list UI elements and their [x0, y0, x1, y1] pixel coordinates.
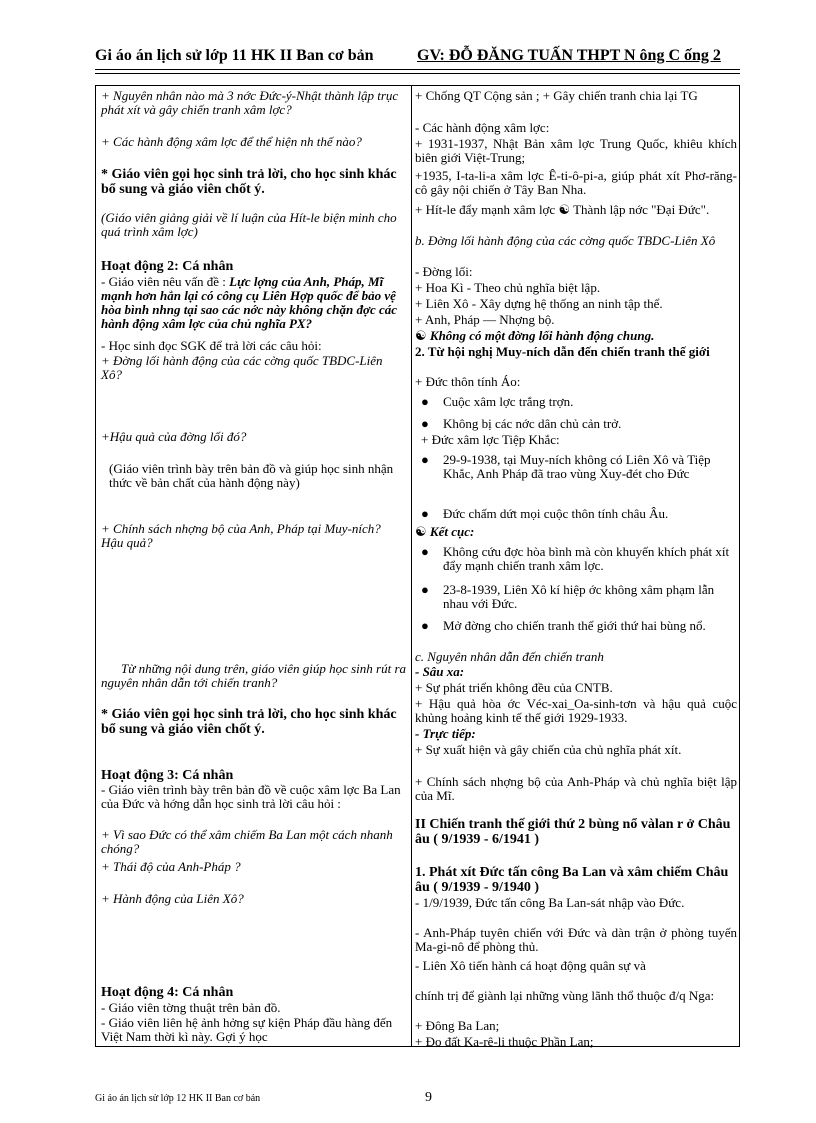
activity-3-question-1: + Vì sao Đức có thể xâm chiếm Ba Lan một cách nhanh chóng?: [101, 827, 393, 856]
question-2: + Các hành động xâm lợc để thể hiện nh thế nào?: [101, 134, 362, 149]
activity-3-question-2: + Thái độ của Anh-Pháp ?: [101, 859, 241, 874]
activity-2-question-2: +Hậu quả của đờng lối đó?: [101, 429, 247, 444]
activity-2-question-3: + Chính sách nhợng bộ của Anh, Pháp tại Muy-ních? Hậu quả?: [101, 521, 381, 550]
section-b-heading: b. Đờng lối hành động của các cờng quốc TBDC-Liên Xô: [415, 233, 716, 248]
section-2-heading: 2. Từ hội nghị Muy-ních dẫn đến chiến tranh thế giới: [415, 344, 710, 359]
content-line: + Đông Ba Lan;: [415, 1018, 500, 1033]
bullet-item: ● Không cứu đợc hòa bình mà còn khuyến khích phát xít đẩy mạnh chiến tranh xâm lợc.: [421, 544, 730, 573]
summary-question: Từ những nội dung trên, giáo viên giúp học sinh rút ra nguyên nhân dẫn tới chiến tranh?: [101, 661, 407, 690]
bullet-icon: ●: [421, 394, 429, 409]
bullet-icon: ●: [421, 416, 429, 431]
header-right: GV: ĐỖ ĐĂNG TUẤN THPT N ông C ống 2: [417, 47, 721, 64]
yin-yang-icon: ☯: [415, 525, 427, 540]
content-line: - Đờng lối:: [415, 264, 473, 279]
page-number: 9: [425, 1090, 432, 1105]
content-line: chính trị để giành lại những vùng lãnh thổ thuộc đ/q Nga:: [415, 988, 715, 1003]
activity-4-line-1: - Giáo viên tờng thuật trên bản đồ.: [101, 1000, 281, 1015]
activity-2-question-1: + Đờng lối hành động của các cờng quốc TBDC-Liên Xô?: [101, 353, 383, 382]
section-c-heading: c. Nguyên nhân dẫn đến chiến tranh: [415, 649, 604, 664]
teacher-note-1: (Giáo viên giảng giải về lí luận của Hít-le biện minh cho quá trình xâm lợc): [101, 210, 397, 239]
content-line: + Đo đất Ka-rê-li thuộc Phần Lan;: [415, 1034, 594, 1049]
header-left: Gi áo án lịch sử lớp 11 HK II Ban cơ bản: [95, 47, 374, 64]
content-line: + Liên Xô - Xây dựng hệ thống an ninh tập thể.: [415, 296, 663, 311]
activity-2-note: (Giáo viên trình bày trên bản đồ và giúp học sinh nhận thức về bản chất của hành động này): [109, 461, 394, 490]
content-line: + Hậu quả hòa ớc Véc-xai_Oa-sinh-tơn và hậu quả cuộc khủng hoảng kinh tế thế giới 1929-1933.: [415, 696, 737, 725]
content-line: + Anh, Pháp — Nhợng bộ.: [415, 312, 555, 327]
question-1: + Nguyên nhân nào mà 3 nớc Đức-ý-Nhật thành lập trục phát xít và gây chiến tranh xâm lợc?: [101, 88, 399, 117]
content-line: - Liên Xô tiến hành cá hoạt động quân sự và: [415, 958, 646, 973]
section-1-heading: 1. Phát xít Đức tấn công Ba Lan và xâm chiếm Châu âu ( 9/1939 - 9/1940 ): [415, 865, 729, 895]
activity-2-read: - Học sinh đọc SGK để trả lời các câu hỏi:: [101, 338, 322, 353]
content-line: - 1/9/1939, Đức tấn công Ba Lan-sát nhập vào Đức.: [415, 895, 685, 910]
bullet-item: ● 23-8-1939, Liên Xô kí hiệp ớc không xâm phạm lẫn nhau với Đức.: [421, 582, 715, 611]
bullet-item: ● Cuộc xâm lợc trắng trợn.: [421, 394, 574, 409]
bullet-item: ● Đức chấm dứt mọi cuộc thôn tính châu Âu.: [421, 506, 669, 521]
header-rule-2: [95, 73, 740, 74]
page-footer: Gi áo án lịch sử lớp 12 HK II Ban cơ bản: [95, 1093, 261, 1104]
bullet-item: ● Mở đờng cho chiến tranh thế giới thứ hai bùng nổ.: [421, 618, 706, 633]
deep-cause-heading: - Sâu xa:: [415, 664, 465, 679]
yin-yang-icon: ☯: [415, 329, 427, 344]
bullet-icon: ●: [421, 506, 429, 521]
content-line: + Sự phát triển không đều của CNTB.: [415, 680, 613, 695]
bullet-icon: ●: [421, 544, 429, 559]
activity-3-intro: - Giáo viên trình bày trên bản đồ về cuộc xâm lợc Ba Lan của Đức và hớng dẫn học sinh trả lời câu hỏi :: [101, 782, 401, 811]
bullet-icon: ●: [421, 582, 429, 597]
activity-2-question: [101, 275, 406, 331]
column-divider: [411, 85, 412, 1047]
content-line: + Chống QT Cộng sản ; + Gây chiến tranh chia lại TG: [415, 88, 698, 103]
activity-4-line-2: - Giáo viên liên hệ ảnh hởng sự kiện Pháp đầu hàng đến Việt Nam thời kì này. Gợi ý học: [101, 1015, 393, 1044]
content-line: + Hoa Kì - Theo chủ nghĩa biệt lập.: [415, 280, 601, 295]
activity-3-question-3: + Hành động của Liên Xô?: [101, 891, 244, 906]
bullet-icon: ●: [421, 452, 429, 467]
chapter-ii-heading: II Chiến tranh thế giới thứ 2 bùng nổ vàlan r ở Châu âu ( 9/1939 - 6/1941 ): [415, 817, 731, 847]
activity-2-title: Hoạt động 2: Cá nhân: [101, 259, 234, 274]
outcome-text: Kết cục:: [429, 524, 475, 539]
content-line: + Đức thôn tính Áo:: [415, 374, 521, 389]
bullet-icon: ●: [421, 618, 429, 633]
content-line: + Sự xuất hiện và gây chiến của chủ nghĩa phát xít.: [415, 742, 682, 757]
conclusion-text: Không có một đờng lối hành động chung.: [429, 328, 655, 343]
bullet-item: ● 29-9-1938, tại Muy-ních không có Liên Xô và Tiệp Khắc, Anh Pháp đã trao vùng Xuy-đét cho Đức: [421, 452, 711, 481]
content-line: +1935, I-ta-li-a xâm lợc Ê-ti-ô-pi-a, giúp phát xít Phơ-răng-cô gây nội chiến ở Tây Ban Nha.: [415, 168, 737, 197]
outcome-heading: [415, 525, 737, 540]
conclusion-line: [415, 329, 737, 344]
activity-3-title: Hoạt động 3: Cá nhân: [101, 768, 234, 783]
bullet-item: ● Không bị các nớc dân chủ cản trở.: [421, 416, 622, 431]
content-line: + Hít-le đẩy mạnh xâm lợc ☯ Thành lập nớc "Đại Đức".: [415, 202, 710, 217]
direct-cause-heading: - Trực tiếp:: [415, 726, 476, 741]
activity-2-intro: - Giáo viên nêu vấn đề :: [101, 274, 226, 289]
header-rule: [95, 69, 740, 70]
content-line: + 1931-1937, Nhật Bản xâm lợc Trung Quốc, khiêu khích biên giới Việt-Trung;: [415, 136, 737, 165]
activity-2-problem: Lực lợng của Anh, Pháp, Mĩ mạnh hơn hẳn lại có công cụ Liên Hợp quốc để bảo vệ hòa bình nhng tại sao các nớc này không chặn đợc các hành động xâm lợc của chủ nghĩa PX?: [101, 274, 398, 331]
activity-4-title: Hoạt động 4: Cá nhân: [101, 985, 234, 1000]
content-line: + Đức xâm lợc Tiệp Khắc:: [421, 432, 560, 447]
call-students-1: * Giáo viên gọi học sinh trả lời, cho học sinh khác bổ sung và giáo viên chốt ý.: [101, 167, 397, 197]
content-line: - Anh-Pháp tuyên chiến với Đức và dàn trận ở phòng tuyến Ma-gi-nô để phòng thủ.: [415, 925, 737, 954]
content-line: - Các hành động xâm lợc:: [415, 120, 550, 135]
call-students-2: * Giáo viên gọi học sinh trả lời, cho học sinh khác bổ sung và giáo viên chốt ý.: [101, 707, 397, 737]
content-line: + Chính sách nhợng bộ của Anh-Pháp và chủ nghĩa biệt lập của Mĩ.: [415, 774, 737, 803]
